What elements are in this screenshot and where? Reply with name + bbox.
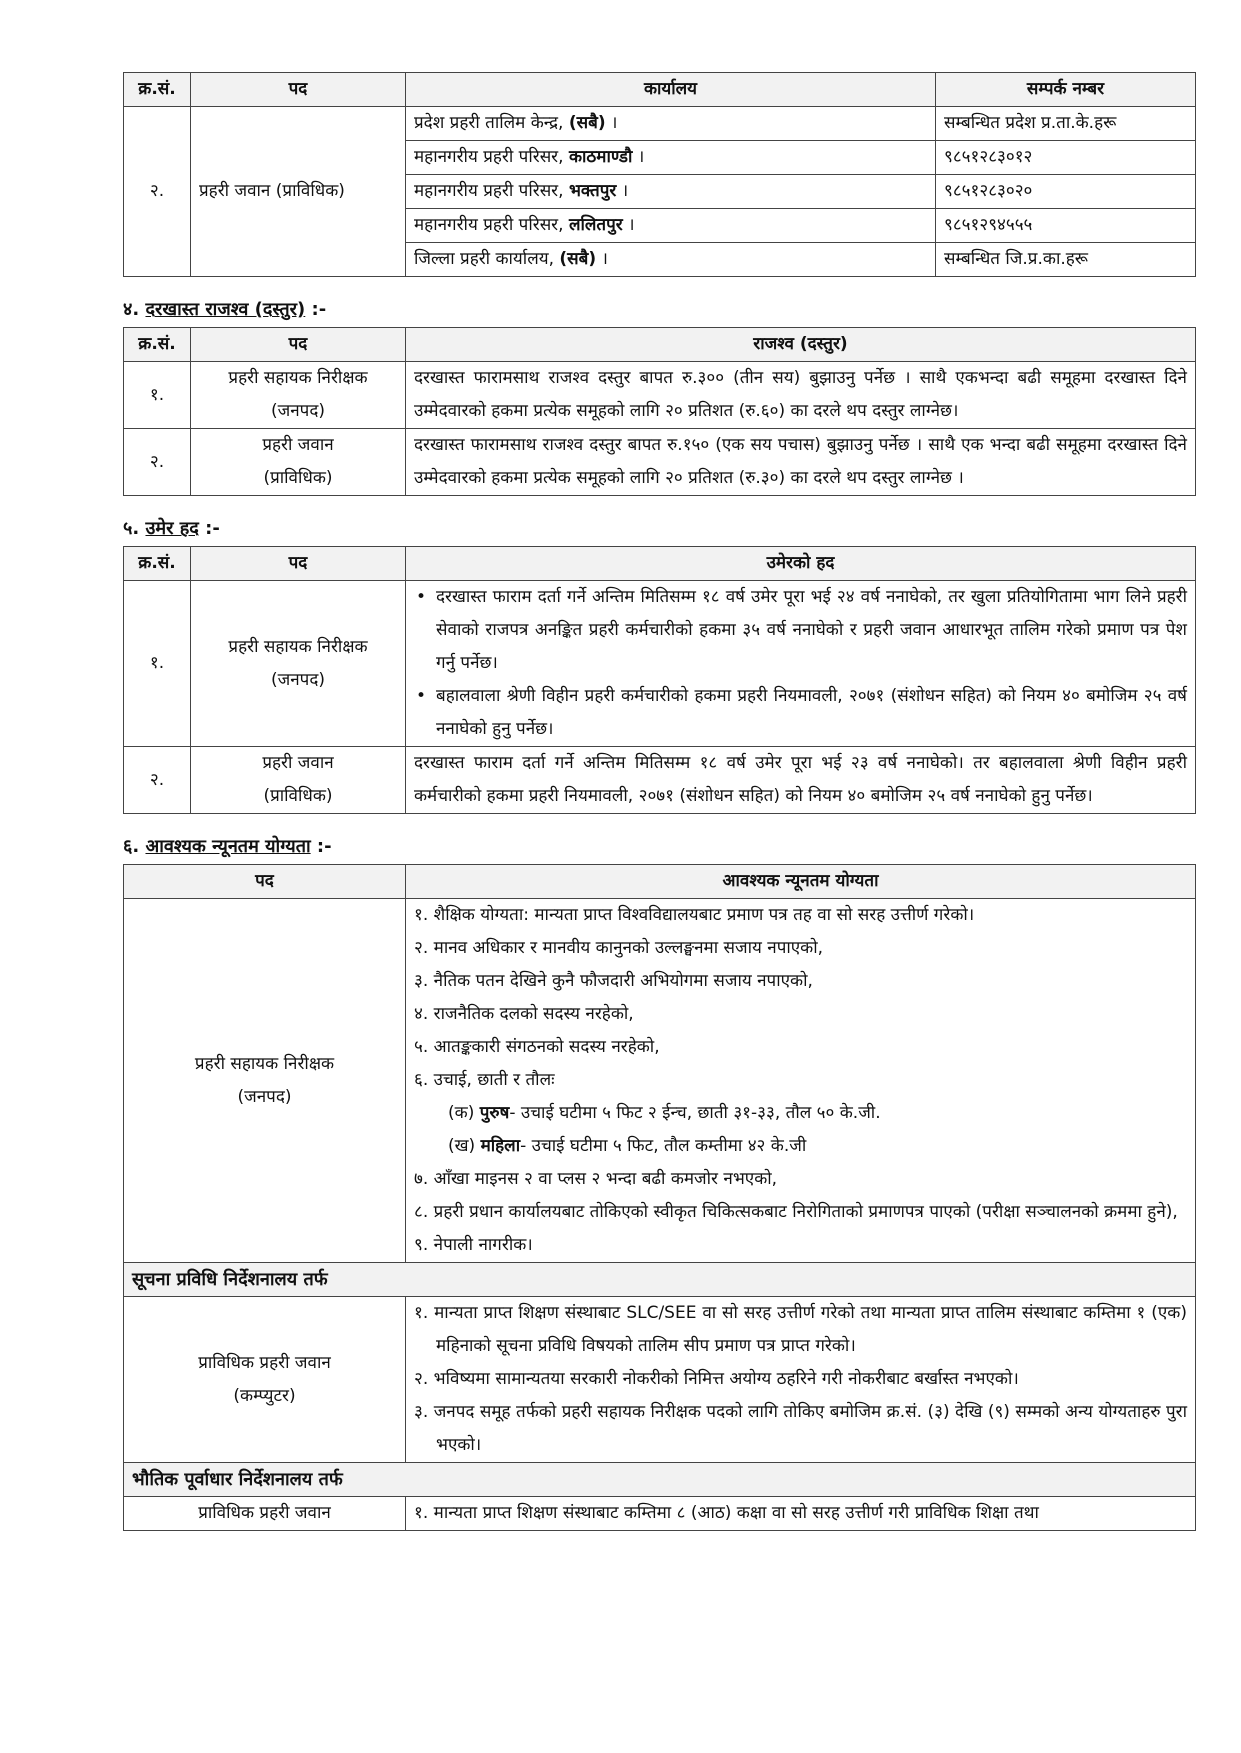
office-cell <box>406 175 936 209</box>
office-end: । <box>632 147 645 167</box>
office-text: महानगरीय प्रहरी परिसर, <box>414 215 569 235</box>
document-page <box>123 72 1195 1531</box>
table-row <box>124 581 1196 747</box>
group-row-infrastructure <box>124 1463 1196 1497</box>
header-sn: क्र.सं. <box>124 547 191 581</box>
table-header-row <box>124 865 1196 899</box>
post-line: (जनपद) <box>237 1086 292 1107</box>
qualification-item: ३. जनपद समूह तर्फको प्रहरी सहायक निरीक्षक पदको लागि तोकिए बमोजिम क्र.सं. (३) देखि (९) सम्मको अन्य योग्यताहरु पुरा भएको। <box>414 1402 1187 1455</box>
contact-cell: सम्बन्धित जि.प्र.का.हरू <box>936 243 1196 277</box>
section-suffix: :- <box>310 836 332 857</box>
header-contact: सम्पर्क नम्बर <box>936 73 1196 107</box>
post-cell <box>191 581 406 747</box>
header-fee: राजश्व (दस्तुर) <box>406 328 1196 362</box>
post-line: प्रहरी सहायक निरीक्षक <box>228 636 368 657</box>
office-bold: ललितपुर <box>568 215 623 235</box>
qualification-subitem <box>414 1130 1187 1163</box>
contact-cell: ९८५१२८३०१२ <box>936 141 1196 175</box>
section-6-heading <box>123 834 1195 860</box>
post-line: प्रहरी सहायक निरीक्षक <box>228 368 368 388</box>
qualification-item: ५. आतङ्ककारी संगठनको सदस्य नरहेको, <box>414 1037 660 1057</box>
bullet-item: • बहालवाला श्रेणी विहीन प्रहरी कर्मचारीको हकमा प्रहरी नियमावली, २०७१ (संशोधन सहित) को नियम ४० बमोजिम २५ वर्ष ननाघेको हुनु पर्नेछ। <box>414 680 1187 746</box>
office-bold: काठमाण्डौ <box>568 147 633 167</box>
section-4-heading <box>123 297 1195 323</box>
sub-bold: महिला <box>480 1136 521 1156</box>
office-end: । <box>622 215 635 235</box>
qualification-item: २. भविष्यमा सामान्यतया सरकारी नोकरीको निमित्त अयोग्य ठहरिने गरी नोकरीबाट बर्खास्त नभएको। <box>414 1369 1019 1389</box>
qualification-item: ९. नेपाली नागरीक। <box>414 1235 533 1255</box>
post-cell <box>191 747 406 814</box>
header-post: पद <box>124 865 406 899</box>
section-suffix: :- <box>198 518 220 539</box>
qualification-item: ७. आँखा माइनस २ वा प्लस २ भन्दा बढी कमजोर नभएको, <box>414 1169 778 1189</box>
post-cell <box>191 429 406 496</box>
sub-text: - उचाई घटीमा ५ फिट २ ईन्च, छाती ३१-३३, तौल ५० के.जी. <box>509 1103 881 1123</box>
section-number: ५. <box>123 518 140 539</box>
section-5-heading <box>123 516 1195 542</box>
age-text-cell <box>406 581 1196 747</box>
office-cell <box>406 209 936 243</box>
section-title: आवश्यक न्यूनतम योग्यता <box>145 836 311 857</box>
section-number: ४. <box>123 299 140 320</box>
qualification-item: ३. नैतिक पतन देखिने कुनै फौजदारी अभियोगमा सजाय नपाएको, <box>414 971 813 991</box>
sn-cell: १. <box>124 581 191 747</box>
office-text: महानगरीय प्रहरी परिसर, <box>414 181 569 201</box>
sub-bold: पुरुष <box>479 1103 510 1123</box>
group-heading: सूचना प्रविधि निर्देशनालय तर्फ <box>124 1263 1196 1297</box>
table-header-row <box>124 73 1196 107</box>
post-line: (प्राविधिक) <box>263 468 333 488</box>
table-row <box>124 899 1196 1263</box>
contact-cell: सम्बन्धित प्रदेश प्र.ता.के.हरू <box>936 107 1196 141</box>
qualification-table <box>123 864 1196 1531</box>
post-line: प्रहरी जवान <box>262 435 334 455</box>
age-text: दरखास्त फाराम दर्ता गर्ने अन्तिम मितिसम्म १८ वर्ष उमेर पूरा भई २३ वर्ष ननाघेको। तर बहालवाला श्रेणी विहीन प्रहरी कर्मचारीको हकमा प्रहरी नियमावली, २०७१ (संशोधन सहित) को नियम ४० बमोजिम २५ वर्ष ननाघेको हुनु पर्नेछ। <box>406 747 1196 814</box>
section-title: दरखास्त राजश्व (दस्तुर) <box>145 299 306 320</box>
header-sn: क्र.सं. <box>124 328 191 362</box>
qualification-item: ८. प्रहरी प्रधान कार्यालयबाट तोकिएको स्वीकृत चिकित्सकबाट निरोगिताको प्रमाणपत्र पाएको (परीक्षा सञ्चालनको क्रममा हुने), <box>414 1202 1178 1222</box>
fee-table <box>123 327 1196 496</box>
section-suffix: :- <box>305 299 327 320</box>
sn-cell: २. <box>124 747 191 814</box>
sub-prefix: (ख) <box>448 1136 481 1156</box>
qualification-item: २. मानव अधिकार र मानवीय कानुनको उल्लङ्घनमा सजाय नपाएको, <box>414 938 824 958</box>
table-row <box>124 1497 1196 1531</box>
contact-cell: ९८५१२८३०२० <box>936 175 1196 209</box>
office-bold: भक्तपुर <box>568 181 617 201</box>
section-title: उमेर हद <box>145 518 199 539</box>
header-post: पद <box>191 328 406 362</box>
post-cell <box>191 362 406 429</box>
table-header-row <box>124 547 1196 581</box>
table-row <box>124 107 1196 141</box>
table-header-row <box>124 328 1196 362</box>
header-office: कार्यालय <box>406 73 936 107</box>
table-row <box>124 429 1196 496</box>
contact-cell: ९८५१२९४५५५ <box>936 209 1196 243</box>
bullet-item: • दरखास्त फाराम दर्ता गर्ने अन्तिम मितिसम्म १८ वर्ष उमेर पूरा भई २४ वर्ष ननाघेको, तर खुला प्रतियोगितामा भाग लिने प्रहरी सेवाको राजपत्र अनङ्कित प्रहरी कर्मचारीको हकमा ३५ वर्ष ननाघेको र प्रहरी जवान आधारभूत तालिम गरेको प्रमाण पत्र पेश गर्नु पर्नेछ। <box>414 581 1187 680</box>
sn-cell: २. <box>124 107 191 277</box>
office-end: । <box>596 249 609 269</box>
office-text: प्रदेश प्रहरी तालिम केन्द्र, <box>414 113 569 133</box>
table-row <box>124 362 1196 429</box>
qualification-item: ४. राजनैतिक दलको सदस्य नरहेको, <box>414 1004 634 1024</box>
sub-text: - उचाई घटीमा ५ फिट, तौल कम्तीमा ४२ के.जी <box>520 1136 807 1156</box>
section-number: ६. <box>123 836 140 857</box>
post-line: (प्राविधिक) <box>263 786 333 806</box>
post-line: प्रहरी सहायक निरीक्षक <box>194 1053 335 1074</box>
header-post: पद <box>191 547 406 581</box>
post-line: (जनपद) <box>271 401 325 421</box>
qualification-subitem <box>414 1097 1187 1130</box>
post-cell <box>124 899 406 1263</box>
office-bold: (सबै) <box>568 113 606 133</box>
office-bold: (सबै) <box>559 249 597 269</box>
qualification-cell <box>406 899 1196 1263</box>
group-row-it <box>124 1263 1196 1297</box>
fee-text: दरखास्त फारामसाथ राजश्व दस्तुर बापत रु.१५० (एक सय पचास) बुझाउनु पर्नेछ । साथै एक भन्दा बढी समूहमा दरखास्त दिने उम्मेदवारको हकमा प्रत्येक समूहको लागि २० प्रतिशत (रु.३०) का दरले थप दस्तुर लाग्नेछ । <box>406 429 1196 496</box>
header-sn: क्र.सं. <box>124 73 191 107</box>
header-age: उमेरको हद <box>406 547 1196 581</box>
qualification-cell <box>406 1297 1196 1463</box>
office-end: । <box>605 113 618 133</box>
qualification-item: १. शैक्षिक योग्यता: मान्यता प्राप्त विश्वविद्यालयबाट प्रमाण पत्र तह वा सो सरह उत्तीर्ण गरेको। <box>414 905 975 925</box>
qualification-item: ६. उचाई, छाती र तौलः <box>414 1070 555 1090</box>
post-line: प्राविधिक प्रहरी जवान <box>198 1352 331 1373</box>
office-cell <box>406 107 936 141</box>
post-cell: प्राविधिक प्रहरी जवान <box>124 1497 406 1531</box>
sn-cell: २. <box>124 429 191 496</box>
header-post: पद <box>191 73 406 107</box>
post-line: (जनपद) <box>271 669 325 690</box>
post-line: (कम्प्युटर) <box>233 1385 296 1406</box>
table-row <box>124 747 1196 814</box>
office-cell <box>406 243 936 277</box>
office-cell <box>406 141 936 175</box>
fee-text: दरखास्त फारामसाथ राजश्व दस्तुर बापत रु.३०० (तीन सय) बुझाउनु पर्नेछ । साथै एकभन्दा बढी समूहमा दरखास्त दिने उम्मेदवारको हकमा प्रत्येक समूहको लागि २० प्रतिशत (रु.६०) का दरले थप दस्तुर लाग्नेछ। <box>406 362 1196 429</box>
qualification-item: १. मान्यता प्राप्त शिक्षण संस्थाबाट कम्तिमा ८ (आठ) कक्षा वा सो सरह उत्तीर्ण गरी प्राविधिक शिक्षा तथा <box>414 1503 1039 1523</box>
post-cell: प्रहरी जवान (प्राविधिक) <box>191 107 406 277</box>
contacts-table <box>123 72 1196 277</box>
header-qualification: आवश्यक न्यूनतम योग्यता <box>406 865 1196 899</box>
age-limit-table <box>123 546 1196 814</box>
post-line: प्रहरी जवान <box>262 753 334 773</box>
post-cell <box>124 1297 406 1463</box>
group-heading: भौतिक पूर्वाधार निर्देशनालय तर्फ <box>124 1463 1196 1497</box>
office-text: जिल्ला प्रहरी कार्यालय, <box>414 249 560 269</box>
sn-cell: १. <box>124 362 191 429</box>
qualification-cell <box>406 1497 1196 1531</box>
sub-prefix: (क) <box>448 1103 480 1123</box>
table-row <box>124 1297 1196 1463</box>
office-end: । <box>616 181 629 201</box>
qualification-item: १. मान्यता प्राप्त शिक्षण संस्थाबाट SLC/SEE वा सो सरह उत्तीर्ण गरेको तथा मान्यता प्राप्त तालिम संस्थाबाट कम्तिमा १ (एक) महिनाको सूचना प्रविधि विषयको तालिम सीप प्रमाण पत्र प्राप्त गरेको। <box>414 1303 1187 1356</box>
office-text: महानगरीय प्रहरी परिसर, <box>414 147 569 167</box>
